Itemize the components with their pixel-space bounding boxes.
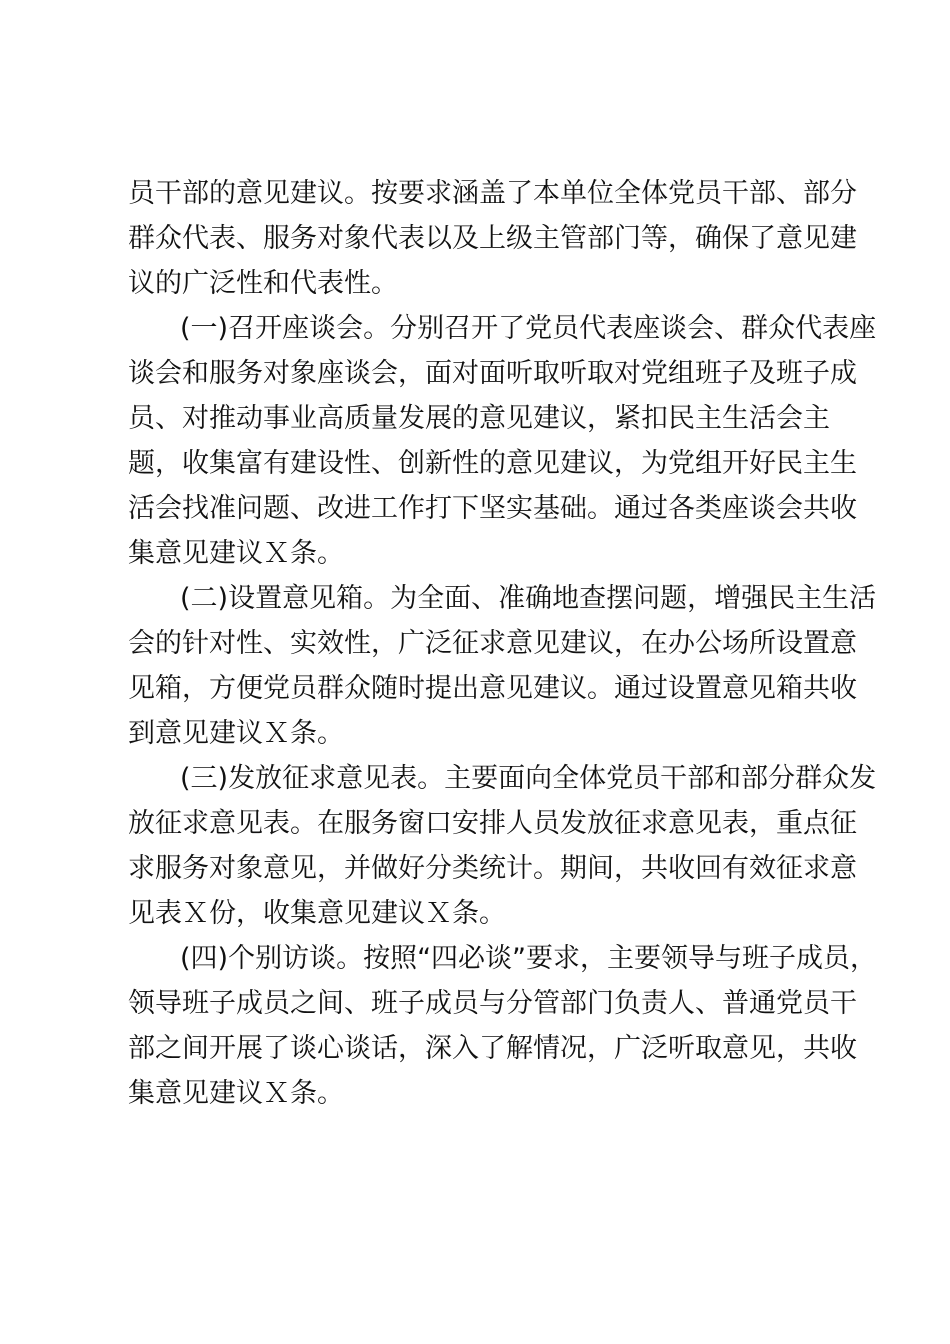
paragraph-line: 群众代表、服务对象代表以及上级主管部门等，确保了意见建 <box>128 223 857 254</box>
paragraph-line: 见表Ｘ份，收集意见建议Ｘ条。 <box>128 898 506 929</box>
paragraph-line: 集意见建议Ｘ条。 <box>128 1078 344 1109</box>
paragraph-line: 会的针对性、实效性，广泛征求意见建议，在办公场所设置意 <box>128 628 857 659</box>
paragraph-line: 员干部的意见建议。按要求涵盖了本单位全体党员干部、部分 <box>128 178 857 209</box>
paragraph-line: 求服务对象意见，并做好分类统计。期间，共收回有效征求意 <box>128 853 857 884</box>
paragraph-line: 放征求意见表。在服务窗口安排人员发放征求意见表，重点征 <box>128 808 857 839</box>
paragraph-line: 活会找准问题、改进工作打下坚实基础。通过各类座谈会共收 <box>128 493 857 524</box>
paragraph-line: 议的广泛性和代表性。 <box>128 268 398 299</box>
paragraph-line: 到意见建议Ｘ条。 <box>128 718 344 749</box>
paragraph-line: 领导班子成员之间、班子成员与分管部门负责人、普通党员干 <box>128 988 857 1019</box>
paragraph-line: 集意见建议Ｘ条。 <box>128 538 344 569</box>
section-2-heading-line: (二)设置意见箱。为全面、准确地查摆问题，增强民主生活 <box>180 583 877 614</box>
paragraph-line: 员、对推动事业高质量发展的意见建议，紧扣民主生活会主 <box>128 403 830 434</box>
document-body <box>128 171 878 1116</box>
paragraph-line: 谈会和服务对象座谈会，面对面听取听取对党组班子及班子成 <box>128 358 857 389</box>
section-1-heading-line: (一)召开座谈会。分别召开了党员代表座谈会、群众代表座 <box>180 313 877 344</box>
paragraph-line: 题，收集富有建设性、创新性的意见建议，为党组开好民主生 <box>128 448 857 479</box>
paragraph-line: 部之间开展了谈心谈话，深入了解情况，广泛听取意见，共收 <box>128 1033 857 1064</box>
section-4-heading-line: (四)个别访谈。按照“四必谈”要求，主要领导与班子成员， <box>180 943 878 974</box>
paragraph-line: 见箱，方便党员群众随时提出意见建议。通过设置意见箱共收 <box>128 673 857 704</box>
section-3-heading-line: (三)发放征求意见表。主要面向全体党员干部和部分群众发 <box>180 763 877 794</box>
